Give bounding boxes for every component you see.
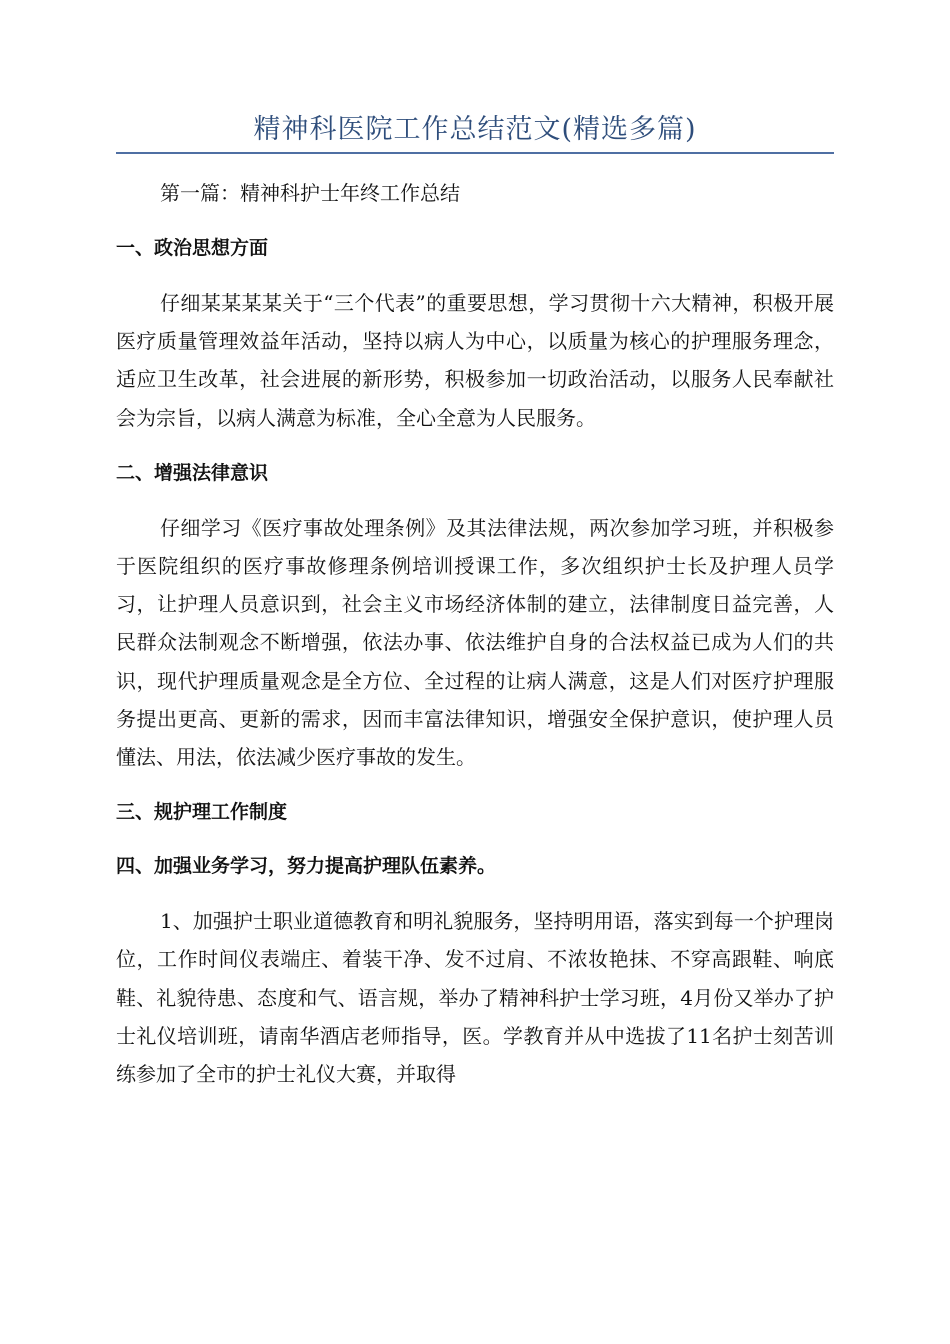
document-page	[116, 110, 834, 1111]
section-heading-2: 二、增强法律意识	[116, 461, 269, 484]
document-title: 精神科医院工作总结范文(精选多篇)	[116, 110, 834, 154]
section-heading-4: 四、加强业务学习，努力提高护理队伍素养。	[116, 855, 497, 878]
section-paragraph-2: 仔细学习《医疗事故处理条例》及其法律法规，两次参加学习班，并积极参于医院组织的医疗事故修理条例培训授课工作，多次组织护士长及护理人员学习，让护理人员意识到，社会主义市场经济体制的建立，法律制度日益完善，人民群众法制观念不断增强，依法办事、依法维护自身的合法权益已成为人们的共识，现代护理质量观念是全方位、全过程的让病人满意，这是人们对医疗护理服务提出更高、更新的需求，因而丰富法律知识，增强安全保护意识，使护理人员懂法、用法，依法减少医疗事故的发生。	[116, 515, 834, 770]
section-heading-1: 一、政治思想方面	[116, 237, 269, 259]
section-paragraph-4: 1、加强护士职业道德教育和明礼貌服务，坚持明用语，落实到每一个护理岗位，工作时间仪表端庄、着装干净、发不过肩、不浓妆艳抹、不穿高跟鞋、响底鞋、礼貌待患、态度和气、语言规，举办了精神科护士学习班，4月份又举办了护士礼仪培训班，请南华酒店老师指导，医。学教育并从中选拔了11名护士刻苦训练参加了全市的护士礼仪大赛，并取得	[116, 909, 834, 1087]
section-heading-3: 三、规护理工作制度	[116, 801, 288, 824]
document-subtitle: 第一篇：精神科护士年终工作总结	[160, 181, 460, 205]
section-paragraph-1: 仔细某某某某关于“三个代表”的重要思想，学习贯彻十六大精神，积极开展医疗质量管理效益年活动，坚持以病人为中心，以质量为核心的护理服务理念，适应卫生改革，社会进展的新形势，积极参加一切政治活动，以服务人民奉献社会为宗旨，以病人满意为标准，全心全意为人民服务。	[116, 291, 834, 430]
